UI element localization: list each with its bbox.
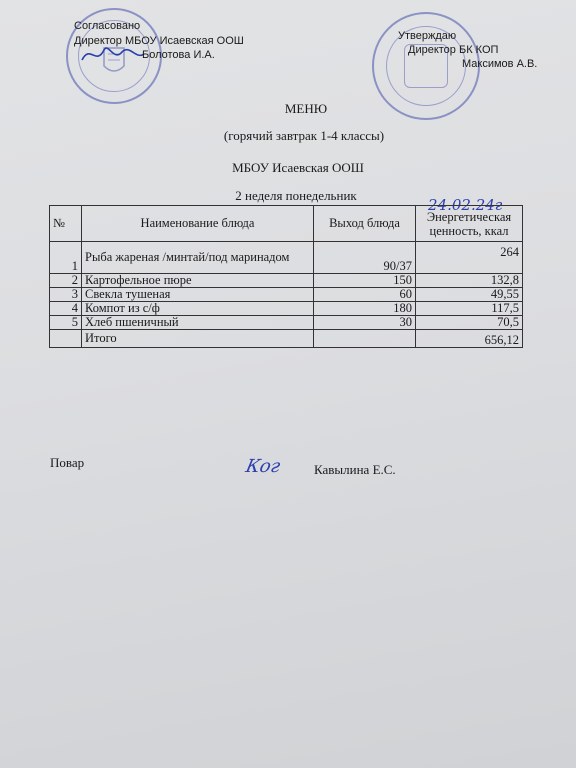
row-dish-name: Рыба жареная /минтай/под маринадом — [82, 242, 314, 274]
header-output: Выход блюда — [314, 206, 416, 242]
approval-right-line2: Директор БК КОП — [408, 44, 499, 56]
row-dish-name: Хлеб пшеничный — [82, 316, 314, 330]
row-energy: 49,55 — [416, 288, 523, 302]
row-output: 60 — [314, 288, 416, 302]
table-header-row — [50, 206, 523, 242]
header-dish-name: Наименование блюда — [82, 206, 314, 242]
page-subtitle: (горячий завтрак 1-4 классы) — [223, 128, 385, 143]
total-value: 656,12 — [416, 330, 523, 348]
row-dish-name: Картофельное пюре — [82, 274, 314, 288]
row-num: 5 — [50, 316, 82, 330]
cook-role: Повар — [50, 455, 85, 470]
row-num: 2 — [50, 274, 82, 288]
handwritten-date: 24.02.24г — [428, 196, 503, 214]
row-dish-name: Свекла тушеная — [82, 288, 314, 302]
week-day: 2 неделя понедельник — [235, 188, 357, 203]
row-output: 180 — [314, 302, 416, 316]
menu-table — [49, 205, 523, 348]
row-output: 90/37 — [314, 242, 416, 274]
header-energy: Энергетическая ценность, ккал — [416, 206, 523, 242]
row-num: 3 — [50, 288, 82, 302]
total-num-cell — [50, 330, 82, 348]
cook-name: Кавылина Е.С. — [314, 462, 396, 477]
school-name: МБОУ Исаевская ООШ — [232, 160, 364, 175]
approval-right-line3: Максимов А.В. — [462, 58, 538, 70]
table-row — [50, 302, 523, 316]
cook-signature: Ког — [243, 456, 283, 477]
row-num: 4 — [50, 302, 82, 316]
total-label: Итого — [82, 330, 314, 348]
approval-left-line1: Согласовано — [74, 20, 141, 32]
page-title: МЕНЮ — [284, 101, 328, 116]
row-energy: 132,8 — [416, 274, 523, 288]
table-row — [50, 242, 523, 274]
row-output: 30 — [314, 316, 416, 330]
row-energy: 70,5 — [416, 316, 523, 330]
row-dish-name: Компот из с/ф — [82, 302, 314, 316]
row-energy: 117,5 — [416, 302, 523, 316]
table-row — [50, 316, 523, 330]
table-row — [50, 274, 523, 288]
header-num: № — [50, 206, 82, 242]
table-row — [50, 288, 523, 302]
table-total-row — [50, 330, 523, 348]
approval-left-line3: Болотова И.А. — [142, 49, 215, 61]
total-output-cell — [314, 330, 416, 348]
row-output: 150 — [314, 274, 416, 288]
row-num: 1 — [50, 242, 82, 274]
approval-left-line2: Директор МБОУ Исаевская ООШ — [74, 35, 244, 47]
approval-right-line1: Утверждаю — [398, 30, 457, 42]
row-energy: 264 — [416, 242, 523, 274]
